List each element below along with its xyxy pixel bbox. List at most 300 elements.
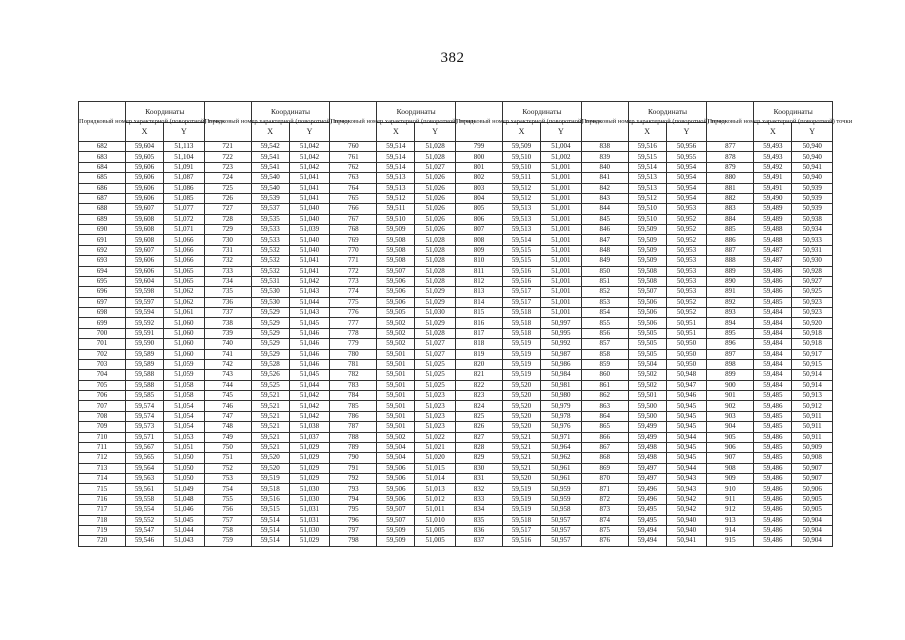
table-row (79, 515, 833, 525)
x-cell: 59,492 (754, 162, 792, 172)
point-number-cell: 790 (330, 453, 377, 463)
x-header: X (503, 123, 541, 142)
point-number-cell: 913 (707, 515, 754, 525)
y-cell: 50,904 (792, 525, 833, 535)
y-cell: 51,043 (289, 287, 330, 297)
coordinates-header: Координаты (503, 102, 582, 123)
point-number-cell: 750 (204, 442, 251, 452)
y-cell: 51,014 (415, 474, 456, 484)
x-cell: 59,546 (126, 536, 164, 546)
y-cell: 50,918 (792, 328, 833, 338)
y-header: Y (541, 123, 582, 142)
table-body (79, 142, 833, 547)
y-cell: 51,029 (289, 474, 330, 484)
x-cell: 59,505 (628, 349, 666, 359)
x-cell: 59,488 (754, 225, 792, 235)
y-cell: 50,951 (666, 318, 707, 328)
y-cell: 50,944 (666, 432, 707, 442)
y-cell: 50,951 (666, 328, 707, 338)
coordinates-header: Координаты (377, 102, 456, 123)
x-cell: 59,512 (503, 183, 541, 193)
x-cell: 59,608 (126, 235, 164, 245)
y-cell: 50,957 (541, 536, 582, 546)
y-cell: 51,012 (415, 494, 456, 504)
point-number-cell: 783 (330, 380, 377, 390)
y-cell: 50,938 (792, 214, 833, 224)
point-number-cell: 695 (79, 276, 126, 286)
y-cell: 51,005 (415, 536, 456, 546)
x-cell: 59,520 (251, 453, 289, 463)
x-cell: 59,519 (503, 484, 541, 494)
point-number-cell: 860 (581, 370, 628, 380)
point-number-cell: 776 (330, 308, 377, 318)
point-number-cell: 826 (456, 422, 503, 432)
point-number-cell: 899 (707, 370, 754, 380)
y-cell: 50,907 (792, 474, 833, 484)
x-cell: 59,519 (503, 370, 541, 380)
point-number-cell: 799 (456, 142, 503, 152)
x-cell: 59,516 (251, 494, 289, 504)
y-cell: 51,001 (541, 235, 582, 245)
point-number-header: Порядковый номер характерной (поворотной) точки (707, 102, 754, 142)
point-number-cell: 797 (330, 525, 377, 535)
y-cell: 50,928 (792, 266, 833, 276)
y-cell: 50,940 (792, 152, 833, 162)
y-cell: 51,001 (541, 287, 582, 297)
y-cell: 51,025 (415, 359, 456, 369)
y-cell: 51,001 (541, 183, 582, 193)
table-row (79, 359, 833, 369)
x-cell: 59,585 (126, 391, 164, 401)
y-cell: 50,954 (666, 193, 707, 203)
point-number-cell: 794 (330, 494, 377, 504)
point-number-cell: 861 (581, 380, 628, 390)
y-cell: 51,002 (541, 152, 582, 162)
x-cell: 59,519 (503, 505, 541, 515)
point-number-cell: 787 (330, 422, 377, 432)
y-cell: 50,947 (666, 380, 707, 390)
y-cell: 51,027 (415, 349, 456, 359)
y-cell: 51,015 (415, 463, 456, 473)
y-cell: 51,029 (415, 297, 456, 307)
point-number-cell: 855 (581, 318, 628, 328)
point-number-cell: 837 (456, 536, 503, 546)
table-row (79, 183, 833, 193)
point-number-cell: 816 (456, 318, 503, 328)
x-cell: 59,506 (377, 484, 415, 494)
y-cell: 51,048 (164, 494, 205, 504)
y-cell: 51,022 (415, 432, 456, 442)
x-cell: 59,606 (126, 256, 164, 266)
y-cell: 51,042 (289, 276, 330, 286)
x-cell: 59,521 (503, 432, 541, 442)
y-cell: 50,914 (792, 370, 833, 380)
y-cell: 51,046 (289, 328, 330, 338)
y-cell: 51,041 (289, 266, 330, 276)
x-cell: 59,506 (377, 474, 415, 484)
table-row (79, 162, 833, 172)
y-cell: 51,040 (289, 245, 330, 255)
y-cell: 51,004 (541, 142, 582, 152)
point-number-cell: 866 (581, 432, 628, 442)
y-cell: 51,066 (164, 256, 205, 266)
table-row (79, 152, 833, 162)
y-cell: 51,011 (415, 505, 456, 515)
x-cell: 59,506 (628, 318, 666, 328)
y-cell: 51,059 (164, 359, 205, 369)
y-cell: 50,939 (792, 204, 833, 214)
y-cell: 51,025 (415, 370, 456, 380)
y-cell: 51,049 (164, 484, 205, 494)
x-cell: 59,508 (377, 235, 415, 245)
y-cell: 50,941 (666, 536, 707, 546)
point-number-cell: 868 (581, 453, 628, 463)
y-cell: 50,992 (541, 339, 582, 349)
x-cell: 59,512 (503, 193, 541, 203)
y-cell: 50,958 (541, 505, 582, 515)
x-cell: 59,506 (377, 276, 415, 286)
point-number-cell: 858 (581, 349, 628, 359)
x-cell: 59,514 (503, 235, 541, 245)
x-cell: 59,487 (754, 245, 792, 255)
y-cell: 51,021 (415, 442, 456, 452)
point-number-cell: 802 (456, 173, 503, 183)
point-number-cell: 907 (707, 453, 754, 463)
x-cell: 59,493 (754, 142, 792, 152)
point-number-cell: 827 (456, 432, 503, 442)
point-number-cell: 828 (456, 442, 503, 452)
y-cell: 50,914 (792, 380, 833, 390)
y-cell: 51,046 (289, 339, 330, 349)
x-cell: 59,514 (251, 515, 289, 525)
y-cell: 51,030 (415, 308, 456, 318)
x-cell: 59,607 (126, 245, 164, 255)
y-cell: 51,044 (289, 297, 330, 307)
x-cell: 59,519 (251, 474, 289, 484)
x-cell: 59,574 (126, 401, 164, 411)
point-number-cell: 781 (330, 359, 377, 369)
point-number-cell: 774 (330, 287, 377, 297)
point-number-cell: 736 (204, 297, 251, 307)
x-cell: 59,518 (503, 515, 541, 525)
point-number-cell: 739 (204, 328, 251, 338)
point-number-cell: 769 (330, 235, 377, 245)
x-cell: 59,507 (377, 515, 415, 525)
point-number-cell: 888 (707, 256, 754, 266)
point-number-cell: 732 (204, 256, 251, 266)
point-number-cell: 847 (581, 235, 628, 245)
y-cell: 51,040 (289, 204, 330, 214)
x-header: X (377, 123, 415, 142)
point-number-cell: 712 (79, 453, 126, 463)
point-number-cell: 909 (707, 474, 754, 484)
point-number-cell: 887 (707, 245, 754, 255)
x-cell: 59,502 (628, 380, 666, 390)
table-row (79, 401, 833, 411)
x-cell: 59,488 (754, 235, 792, 245)
point-number-cell: 865 (581, 422, 628, 432)
point-number-cell: 738 (204, 318, 251, 328)
y-cell: 51,046 (289, 359, 330, 369)
table-row (79, 505, 833, 515)
y-cell: 51,042 (289, 411, 330, 421)
y-cell: 50,944 (666, 463, 707, 473)
x-cell: 59,502 (628, 370, 666, 380)
point-number-cell: 697 (79, 297, 126, 307)
y-cell: 51,030 (289, 494, 330, 504)
x-cell: 59,501 (377, 422, 415, 432)
y-cell: 50,939 (792, 193, 833, 203)
point-number-cell: 693 (79, 256, 126, 266)
y-cell: 51,028 (415, 152, 456, 162)
x-cell: 59,514 (251, 536, 289, 546)
point-number-cell: 867 (581, 442, 628, 452)
point-number-cell: 835 (456, 515, 503, 525)
y-cell: 51,028 (415, 266, 456, 276)
table-row (79, 328, 833, 338)
point-number-header: Порядковый номер характерной (поворотной) точки (204, 102, 251, 142)
point-number-cell: 886 (707, 235, 754, 245)
y-cell: 51,029 (289, 536, 330, 546)
point-number-cell: 892 (707, 297, 754, 307)
y-cell: 51,028 (415, 142, 456, 152)
y-cell: 51,001 (541, 162, 582, 172)
y-cell: 51,054 (164, 401, 205, 411)
point-number-cell: 786 (330, 411, 377, 421)
x-cell: 59,501 (377, 359, 415, 369)
y-cell: 51,010 (415, 515, 456, 525)
x-cell: 59,502 (377, 339, 415, 349)
point-number-cell: 910 (707, 484, 754, 494)
x-cell: 59,532 (251, 245, 289, 255)
point-number-cell: 765 (330, 193, 377, 203)
y-cell: 51,026 (415, 225, 456, 235)
x-cell: 59,516 (628, 142, 666, 152)
point-number-cell: 843 (581, 193, 628, 203)
x-cell: 59,605 (126, 152, 164, 162)
point-number-cell: 745 (204, 391, 251, 401)
x-cell: 59,508 (628, 266, 666, 276)
y-cell: 51,001 (541, 225, 582, 235)
y-cell: 51,031 (289, 505, 330, 515)
y-cell: 51,077 (164, 204, 205, 214)
point-number-cell: 733 (204, 266, 251, 276)
x-cell: 59,506 (377, 297, 415, 307)
point-number-cell: 729 (204, 225, 251, 235)
point-number-cell: 686 (79, 183, 126, 193)
y-cell: 50,941 (792, 162, 833, 172)
y-cell: 51,050 (164, 474, 205, 484)
table-row (79, 349, 833, 359)
point-number-cell: 699 (79, 318, 126, 328)
point-number-cell: 721 (204, 142, 251, 152)
y-cell: 51,060 (164, 339, 205, 349)
x-cell: 59,521 (251, 401, 289, 411)
x-cell: 59,529 (251, 318, 289, 328)
x-cell: 59,484 (754, 328, 792, 338)
x-cell: 59,501 (377, 370, 415, 380)
x-cell: 59,521 (251, 432, 289, 442)
table-row (79, 370, 833, 380)
point-number-cell: 788 (330, 432, 377, 442)
y-cell: 51,001 (541, 204, 582, 214)
x-cell: 59,484 (754, 380, 792, 390)
x-cell: 59,509 (628, 235, 666, 245)
x-cell: 59,505 (628, 339, 666, 349)
x-cell: 59,501 (377, 349, 415, 359)
y-cell: 50,923 (792, 308, 833, 318)
y-cell: 51,071 (164, 225, 205, 235)
table-row (79, 142, 833, 152)
x-cell: 59,520 (503, 401, 541, 411)
y-cell: 51,029 (289, 463, 330, 473)
y-cell: 51,027 (415, 162, 456, 172)
x-cell: 59,526 (251, 370, 289, 380)
x-cell: 59,513 (377, 183, 415, 193)
point-number-cell: 701 (79, 339, 126, 349)
x-cell: 59,498 (628, 442, 666, 452)
y-cell: 51,028 (415, 245, 456, 255)
y-cell: 50,956 (666, 142, 707, 152)
x-cell: 59,589 (126, 349, 164, 359)
y-cell: 51,027 (415, 339, 456, 349)
x-cell: 59,500 (628, 411, 666, 421)
x-cell: 59,508 (628, 276, 666, 286)
x-cell: 59,517 (503, 287, 541, 297)
table-row (79, 256, 833, 266)
table-row (79, 422, 833, 432)
y-cell: 51,044 (164, 525, 205, 535)
x-cell: 59,589 (126, 359, 164, 369)
point-number-header: Порядковый номер характерной (поворотной) точки (330, 102, 377, 142)
x-cell: 59,484 (754, 349, 792, 359)
x-cell: 59,531 (251, 276, 289, 286)
y-cell: 51,028 (415, 235, 456, 245)
y-cell: 50,906 (792, 484, 833, 494)
x-cell: 59,508 (377, 256, 415, 266)
point-number-cell: 767 (330, 214, 377, 224)
x-cell: 59,485 (754, 453, 792, 463)
x-cell: 59,502 (377, 328, 415, 338)
table-row (79, 474, 833, 484)
x-cell: 59,509 (628, 245, 666, 255)
point-number-cell: 841 (581, 173, 628, 183)
point-number-cell: 838 (581, 142, 628, 152)
x-cell: 59,520 (503, 380, 541, 390)
point-number-cell: 817 (456, 328, 503, 338)
x-cell: 59,484 (754, 359, 792, 369)
x-cell: 59,494 (628, 536, 666, 546)
point-number-cell: 903 (707, 411, 754, 421)
y-cell: 50,945 (666, 442, 707, 452)
y-cell: 51,072 (164, 214, 205, 224)
point-number-cell: 901 (707, 391, 754, 401)
x-cell: 59,529 (251, 308, 289, 318)
point-number-cell: 831 (456, 474, 503, 484)
point-number-cell: 746 (204, 401, 251, 411)
y-cell: 50,931 (792, 245, 833, 255)
x-cell: 59,502 (377, 432, 415, 442)
y-header: Y (289, 123, 330, 142)
x-header: X (126, 123, 164, 142)
y-cell: 50,984 (541, 370, 582, 380)
point-number-cell: 818 (456, 339, 503, 349)
y-header: Y (666, 123, 707, 142)
x-header: X (251, 123, 289, 142)
x-cell: 59,518 (503, 308, 541, 318)
y-cell: 50,942 (666, 505, 707, 515)
y-cell: 51,043 (164, 536, 205, 546)
table-row (79, 318, 833, 328)
point-number-cell: 749 (204, 432, 251, 442)
point-number-cell: 811 (456, 266, 503, 276)
y-cell: 50,905 (792, 494, 833, 504)
y-cell: 51,013 (415, 484, 456, 494)
x-cell: 59,532 (251, 266, 289, 276)
x-cell: 59,594 (126, 308, 164, 318)
point-number-cell: 770 (330, 245, 377, 255)
x-cell: 59,509 (377, 225, 415, 235)
point-number-cell: 846 (581, 225, 628, 235)
y-cell: 51,028 (415, 328, 456, 338)
point-number-cell: 707 (79, 401, 126, 411)
point-number-cell: 840 (581, 162, 628, 172)
point-number-cell: 882 (707, 193, 754, 203)
x-cell: 59,515 (251, 505, 289, 515)
y-cell: 51,029 (415, 318, 456, 328)
point-number-cell: 863 (581, 401, 628, 411)
x-cell: 59,486 (754, 484, 792, 494)
point-number-cell: 803 (456, 183, 503, 193)
table-row (79, 411, 833, 421)
y-cell: 50,913 (792, 391, 833, 401)
y-cell: 50,952 (666, 235, 707, 245)
x-cell: 59,511 (503, 173, 541, 183)
point-number-header: Порядковый номер характерной (поворотной) точки (79, 102, 126, 142)
y-cell: 51,065 (164, 276, 205, 286)
y-cell: 50,940 (666, 525, 707, 535)
x-cell: 59,547 (126, 525, 164, 535)
table-row (79, 245, 833, 255)
point-number-cell: 878 (707, 152, 754, 162)
y-cell: 50,911 (792, 432, 833, 442)
x-cell: 59,528 (251, 359, 289, 369)
y-cell: 50,925 (792, 287, 833, 297)
point-number-cell: 795 (330, 505, 377, 515)
y-cell: 51,054 (164, 422, 205, 432)
x-cell: 59,521 (503, 463, 541, 473)
x-cell: 59,510 (503, 162, 541, 172)
x-cell: 59,499 (628, 432, 666, 442)
y-cell: 50,952 (666, 297, 707, 307)
x-cell: 59,501 (377, 380, 415, 390)
point-number-cell: 832 (456, 484, 503, 494)
x-cell: 59,501 (377, 391, 415, 401)
point-number-cell: 764 (330, 183, 377, 193)
table-row (79, 484, 833, 494)
x-cell: 59,520 (251, 463, 289, 473)
y-cell: 50,940 (666, 515, 707, 525)
table-row (79, 453, 833, 463)
x-cell: 59,504 (377, 453, 415, 463)
point-number-cell: 784 (330, 391, 377, 401)
x-cell: 59,499 (628, 422, 666, 432)
point-number-cell: 789 (330, 442, 377, 452)
y-cell: 51,026 (415, 173, 456, 183)
table-row (79, 276, 833, 286)
y-cell: 51,066 (164, 245, 205, 255)
point-number-cell: 692 (79, 245, 126, 255)
